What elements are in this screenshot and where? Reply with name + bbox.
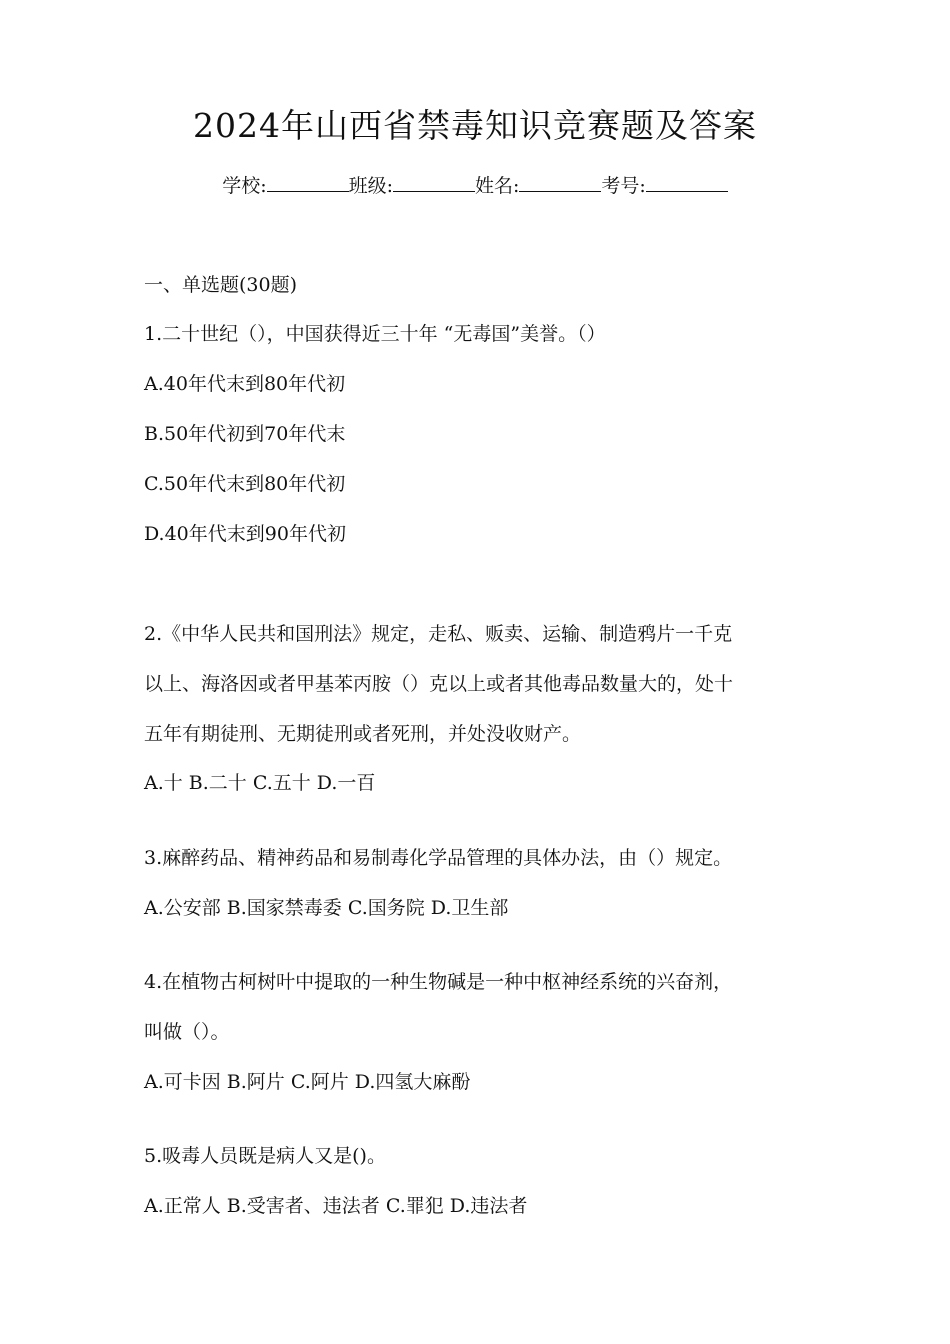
question-5-text: 5.吸毒人员既是病人又是()。 — [144, 1145, 386, 1167]
question-2-options: A.十 B.二十 C.五十 D.一百 — [144, 772, 376, 794]
question-1-option-a: A.40年代末到80年代初 — [144, 373, 346, 395]
question-1-option-d: D.40年代末到90年代初 — [144, 523, 346, 545]
question-2-text-line-2: 以上、海洛因或者甲基苯丙胺（）克以上或者其他毒品数量大的，处十 — [144, 673, 734, 695]
question-2-text-line-3: 五年有期徒刑、无期徒刑或者死刑，并处没收财产。 — [144, 723, 582, 745]
exam-no-label: 考号: — [601, 175, 646, 197]
name-label: 姓名: — [475, 175, 520, 197]
question-3-text: 3.麻醉药品、精神药品和易制毒化学品管理的具体办法，由（）规定。 — [144, 847, 733, 869]
question-2-text-line-1: 2.《中华人民共和国刑法》规定，走私、贩卖、运输、制造鸦片一千克 — [144, 623, 733, 645]
school-blank[interactable] — [267, 173, 349, 192]
question-4-text-line-2: 叫做（）。 — [144, 1021, 230, 1043]
document-title: 2024年山西省禁毒知识竞赛题及答案 — [193, 106, 757, 145]
exam-no-blank[interactable] — [646, 173, 728, 192]
question-1-option-b: B.50年代初到70年代末 — [144, 423, 346, 445]
school-label: 学校: — [222, 175, 267, 197]
question-1-text: 1.二十世纪（），中国获得近三十年 “无毒国”美誉。（） — [144, 323, 606, 345]
name-blank[interactable] — [519, 173, 601, 192]
class-blank[interactable] — [393, 173, 475, 192]
section-heading: 一、单选题(30题) — [144, 274, 298, 296]
question-1-option-c: C.50年代末到80年代初 — [144, 473, 346, 495]
student-info-line — [0, 171, 950, 201]
question-3-options: A.公安部 B.国家禁毒委 C.国务院 D.卫生部 — [144, 897, 509, 919]
question-4-options: A.可卡因 B.阿片 C.阿片 D.四氢大麻酚 — [144, 1071, 471, 1093]
class-label: 班级: — [348, 175, 393, 197]
question-4-text-line-1: 4.在植物古柯树叶中提取的一种生物碱是一种中枢神经系统的兴奋剂， — [144, 971, 733, 993]
question-5-options: A.正常人 B.受害者、违法者 C.罪犯 D.违法者 — [144, 1195, 528, 1217]
